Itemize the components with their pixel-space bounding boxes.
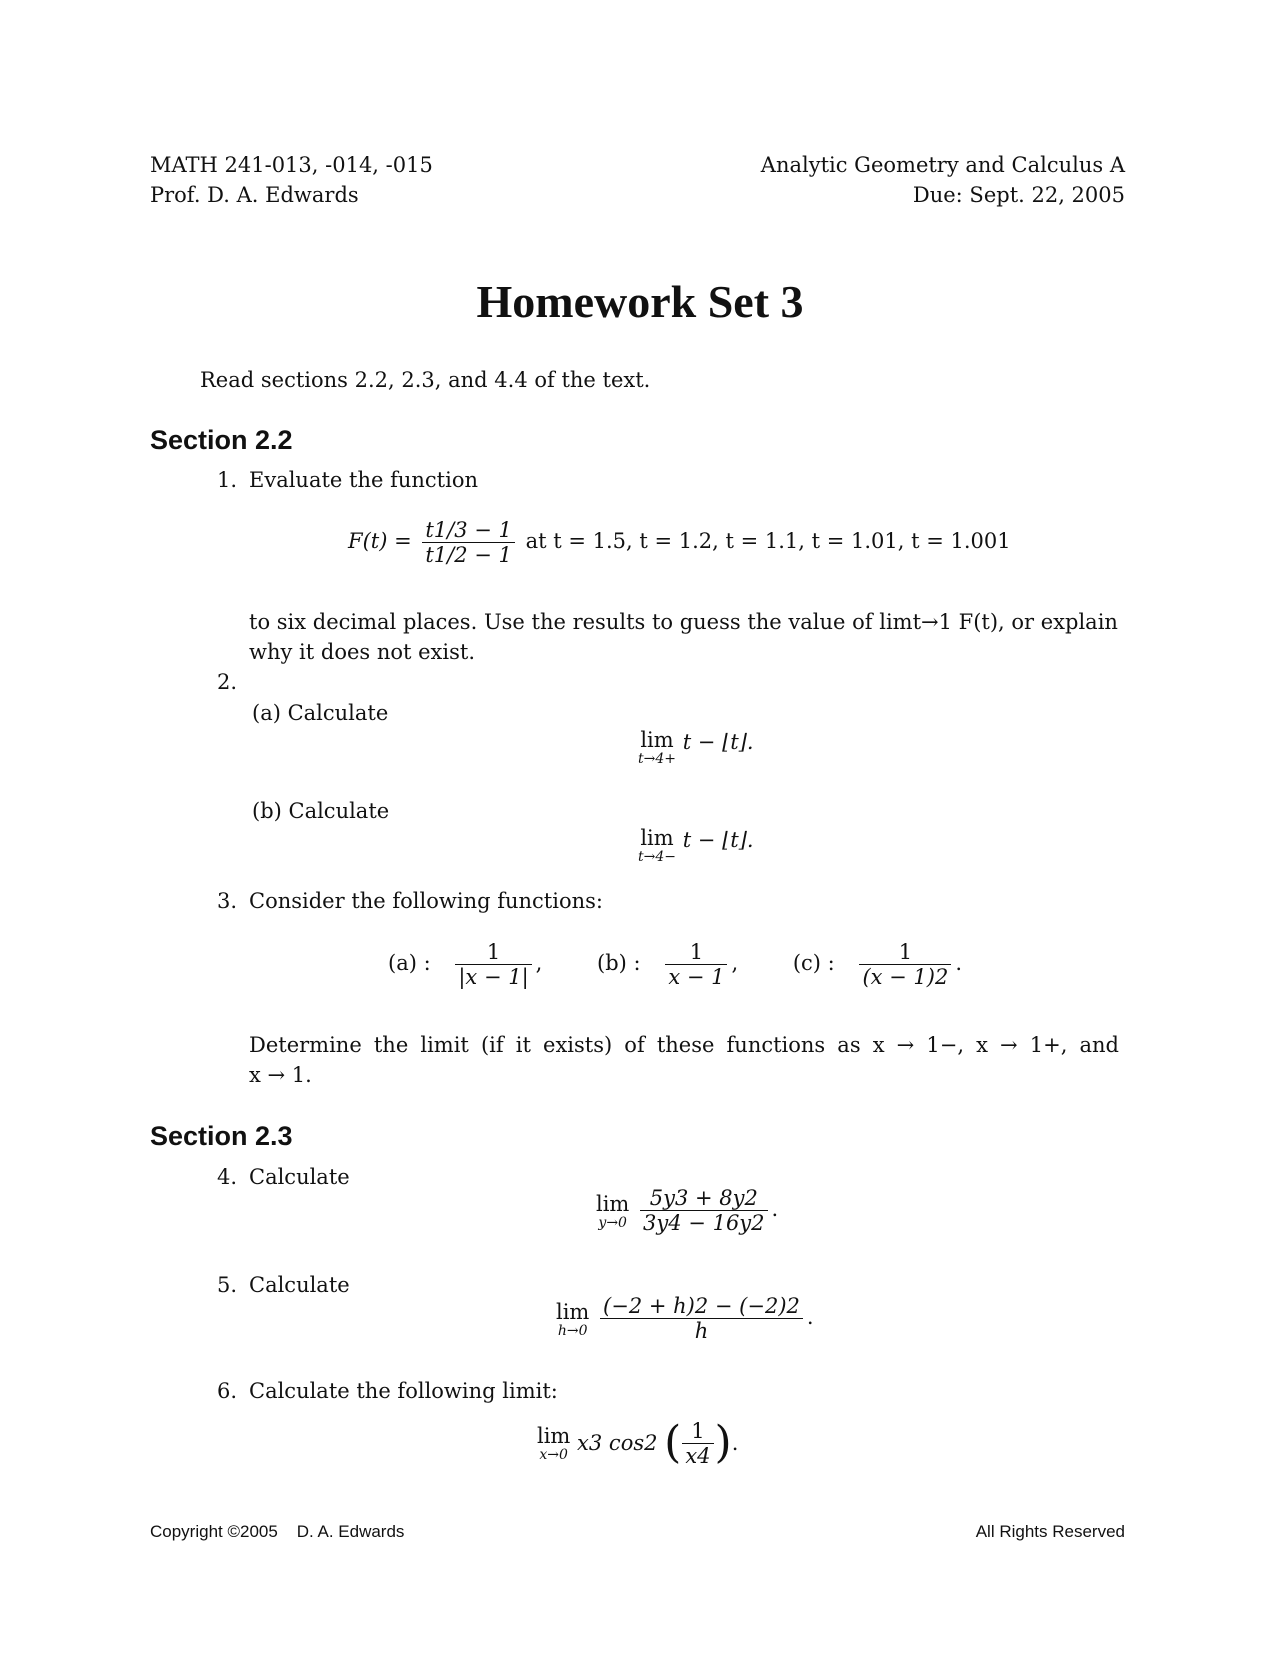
fraction-denominator: |x − 1| (458, 965, 529, 989)
limit-expression: x3 cos2 (577, 1431, 658, 1455)
function-a-label: (a) : (388, 951, 431, 975)
fraction-numerator: 1 (682, 1419, 713, 1444)
problem-6-fraction (682, 1419, 713, 1468)
function-b-label: (b) : (597, 951, 641, 975)
limit-subscript: y→0 (598, 1214, 627, 1231)
fraction-denominator: h (694, 1319, 709, 1343)
course-title: Analytic Geometry and Calculus A (760, 153, 1125, 177)
limit-expression: t − ⌊t⌋. (682, 730, 754, 754)
problem-2b-expression (638, 826, 754, 864)
problem-6-number: 6. (217, 1379, 238, 1403)
fraction-denominator: x − 1 (668, 965, 725, 989)
fraction-denominator: 3y4 − 16y2 (643, 1211, 765, 1235)
problem-1-evaluation-points: at t = 1.5, t = 1.2, t = 1.1, t = 1.01, t = 1.001 (525, 529, 1011, 553)
limit-subscript: t→4− (638, 849, 676, 865)
problem-6-expression: lim x→0 x3 cos2 ( $\frac{1}{x4}$ ). (537, 1417, 739, 1468)
problem-1-text: Evaluate the function (249, 468, 478, 492)
problem-2a-label: (a) Calculate (252, 701, 389, 725)
limit-operator: lim h→0 (556, 1299, 590, 1339)
fraction-numerator: 1 (859, 940, 951, 965)
limit-operator: lim t→4− (638, 826, 676, 865)
rights-notice: All Rights Reserved (975, 1522, 1125, 1541)
problem-2b-label: (b) Calculate (252, 799, 390, 823)
professor-name: Prof. D. A. Edwards (150, 183, 359, 207)
fraction-numerator: (−2 + h)2 − (−2)2 (600, 1294, 803, 1319)
limit-subscript: x→0 (539, 1447, 568, 1463)
limit-subscript: h→0 (557, 1322, 588, 1339)
fraction-numerator: t1/3 − 1 (422, 518, 515, 543)
problem-3-instructions-line-2: x → 1. (249, 1063, 312, 1087)
problem-6-text: Calculate the following limit: (249, 1379, 558, 1403)
problem-4-fraction (640, 1186, 767, 1235)
problem-4-number: 4. (217, 1165, 238, 1189)
fraction-denominator: (x − 1)2 (862, 965, 949, 989)
fraction-numerator: 1 (665, 940, 727, 965)
section-heading-2-3: Section 2.3 (150, 1121, 293, 1151)
function-a (455, 940, 531, 989)
limit-operator: lim x→0 (537, 1424, 571, 1463)
limit-expression: t − ⌊t⌋. (682, 828, 754, 852)
limit-operator: lim t→4+ (638, 728, 676, 767)
limit-subscript: t→4+ (638, 751, 676, 767)
problem-1-fraction (422, 518, 515, 567)
fraction-denominator: t1/2 − 1 (425, 543, 512, 567)
problem-3-text: Consider the following functions: (249, 889, 603, 913)
problem-3-instructions-line-1: Determine the limit (if it exists) of these functions as x → 1−, x → 1+, and (249, 1033, 1119, 1057)
function-c (859, 940, 951, 989)
problem-1-lhs: F(t) = (348, 529, 412, 553)
fraction-denominator: x4 (685, 1443, 711, 1468)
problem-1-instructions-line-1: to six decimal places. Use the results to guess the value of limt→1 F(t), or explain (249, 610, 1118, 634)
problem-3-functions: (a) : $\frac{1}{|x - 1|}$ , (b) : $\frac{1}{x - 1}$ , (c) : $\frac{1}{(x - 1)2}$ . (388, 940, 963, 989)
problem-4-expression: lim y→0 $\frac{5y3 + 8y2}{3y4 - 16y2}$ . (596, 1186, 779, 1235)
course-number: MATH 241-013, -014, -015 (150, 153, 433, 177)
problem-2-number: 2. (217, 670, 238, 694)
problem-5-fraction (600, 1294, 803, 1343)
problem-2a-expression (638, 728, 754, 766)
problem-5-expression: lim h→0 $\frac{(-2 + h)2 - (-2)2}{h}$ . (556, 1294, 814, 1343)
problem-1-equation (348, 518, 1011, 567)
reading-instruction: Read sections 2.2, 2.3, and 4.4 of the text. (200, 368, 651, 392)
problem-1-instructions-line-2: why it does not exist. (249, 640, 475, 664)
problem-3-number: 3. (217, 889, 238, 913)
section-heading-2-2: Section 2.2 (150, 425, 293, 455)
function-b (665, 940, 727, 989)
problem-5-number: 5. (217, 1273, 238, 1297)
fraction-numerator: 5y3 + 8y2 (640, 1186, 767, 1211)
copyright-notice: Copyright ©2005 D. A. Edwards (150, 1522, 405, 1541)
limit-operator: lim y→0 (596, 1191, 630, 1231)
problem-5-text: Calculate (249, 1273, 350, 1297)
function-c-label: (c) : (792, 951, 835, 975)
problem-4-text: Calculate (249, 1165, 350, 1189)
fraction-numerator: 1 (455, 940, 531, 965)
problem-1-number: 1. (217, 468, 238, 492)
page-title: Homework Set 3 (476, 276, 804, 327)
due-date: Due: Sept. 22, 2005 (912, 183, 1125, 207)
